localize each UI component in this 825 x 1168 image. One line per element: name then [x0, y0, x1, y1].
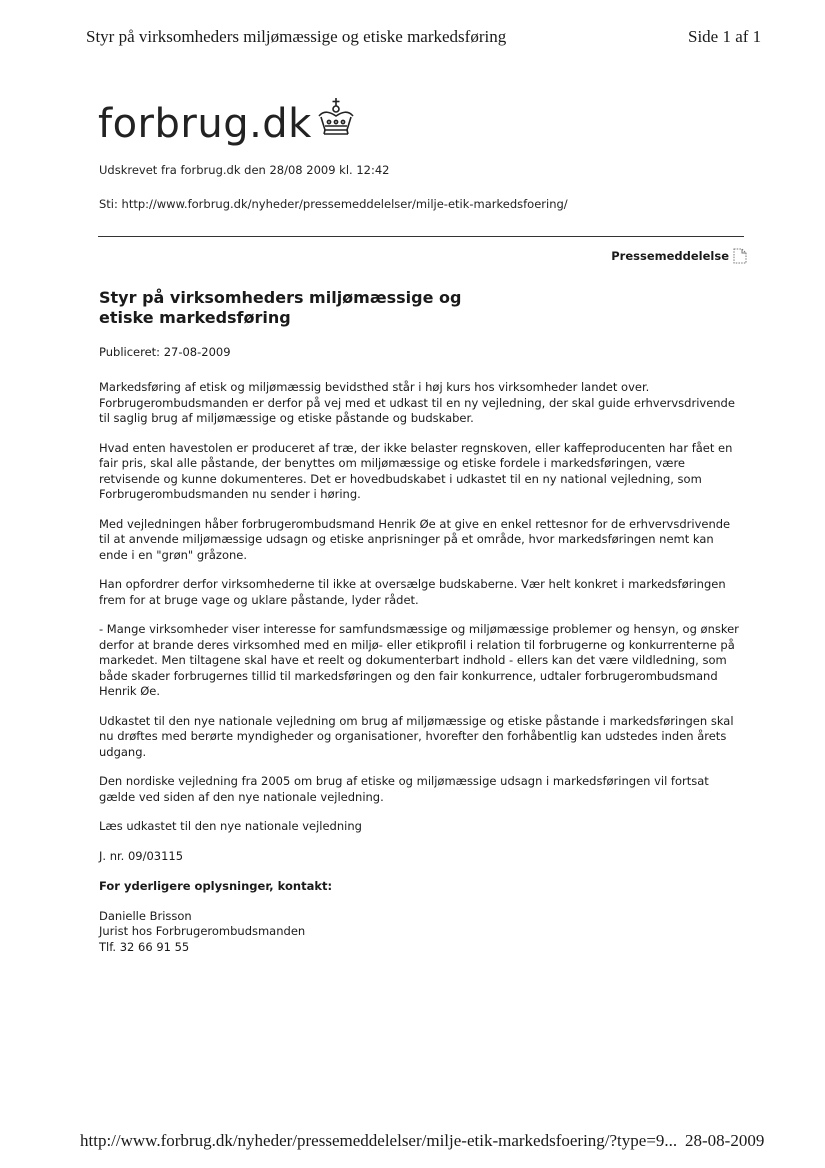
divider: [98, 236, 744, 237]
print-header-title: Styr på virksomheders miljømæssige og etiske markedsføring: [86, 27, 507, 46]
paragraph: Med vejledningen håber forbrugerombudsmand Henrik Øe at give en enkel rettesnor for de erhvervsdrivende til at anvende miljømæssige udsagn og etiske anprisninger på et område, hvor markedsføringen nemt kan ende i en "grøn" gråzone.: [99, 516, 731, 562]
paragraph: Udkastet til den nye nationale vejledning om brug af miljømæssige og etiske påstande i markedsføringen skal nu drøftes med berørte myndigheder og organisationer, hvorefter den forhåbentlig kan udstedes inden årets udgang.: [99, 713, 734, 759]
category-tag: [611, 248, 747, 264]
category-label: Pressemeddelelse: [611, 249, 729, 263]
contact-name: Danielle Brisson: [99, 908, 192, 923]
page-path: Sti: http://www.forbrug.dk/nyheder/pressemeddelelser/milje-etik-markedsfoering/: [99, 197, 568, 211]
paragraph: Markedsføring af etisk og miljømæssig bevidsthed står i høj kurs hos virksomheder landet over. Forbrugerombudsmanden er derfor på vej med et udkast til en ny vejledning, der skal guide erhvervsdrivende til saglig brug af miljømæssige og etiske påstande og budskaber.: [99, 380, 735, 425]
print-footer-url: http://www.forbrug.dk/nyheder/pressemeddelelser/milje-etik-markedsfoering/?type=9...: [80, 1131, 678, 1150]
crown-icon: [314, 96, 358, 140]
paragraph: Hvad enten havestolen er produceret af træ, der ikke belaster regnskoven, eller kaffeproducenten har fået en fair pris, skal alle påstande, der benyttes om miljømæssige og etiske fordele i markedsføringen, være retvisende og kunne dokumenteres. Det er hovedbudskabet i udkastet til en ny national vejledning, som Forbrugerombudsmanden nu sender i høring.: [99, 440, 733, 501]
logo-text: forbrug.dk: [98, 101, 312, 147]
printed-from-info: Udskrevet fra forbrug.dk den 28/08 2009 kl. 12:42: [99, 163, 390, 177]
print-header-page-number: Side 1 af 1: [688, 27, 762, 46]
article-title: Styr på virksomheders miljømæssige og etiske markedsføring: [99, 288, 462, 327]
contact-role: Jurist hos Forbrugerombudsmanden: [99, 924, 306, 938]
paragraph: - Mange virksomheder viser interesse for samfundsmæssige og miljømæssige problemer og hensyn, og ønsker derfor at brande deres virksomhed med en miljø- eller etikprofil i relation til forbrugerne og konkurrenterne på markedet. Men tiltagene skal have et reelt og dokumenterbart indhold - ellers kan det være vildledning, som både skader forbrugernes tillid til markedsføringen og den fair konkurrence, udtaler forbrugerombudsmand Henrik Øe.: [99, 622, 739, 698]
contact-block: [99, 909, 739, 956]
publish-date: Publiceret: 27-08-2009: [99, 345, 231, 359]
print-footer-date: 28-08-2009: [685, 1131, 765, 1150]
article-body: [99, 380, 739, 955]
paragraph: Han opfordrer derfor virksomhederne til ikke at oversælge budskaberne. Vær helt konkret i markedsføringen frem for at bruge vage og uklare påstande, lyder rådet.: [99, 577, 726, 607]
read-draft-link[interactable]: Læs udkastet til den nye nationale vejledning: [99, 819, 362, 833]
paragraph: Den nordiske vejledning fra 2005 om brug af etiske og miljømæssige udsagn i markedsføringen vil fortsat gælde ved siden af den nye nationale vejledning.: [99, 774, 709, 804]
contact-phone: Tlf. 32 66 91 55: [99, 939, 190, 954]
journal-number: J. nr. 09/03115: [99, 848, 184, 863]
document-icon: [733, 248, 747, 264]
site-logo[interactable]: [98, 92, 358, 147]
contact-heading: For yderligere oplysninger, kontakt:: [99, 879, 333, 893]
